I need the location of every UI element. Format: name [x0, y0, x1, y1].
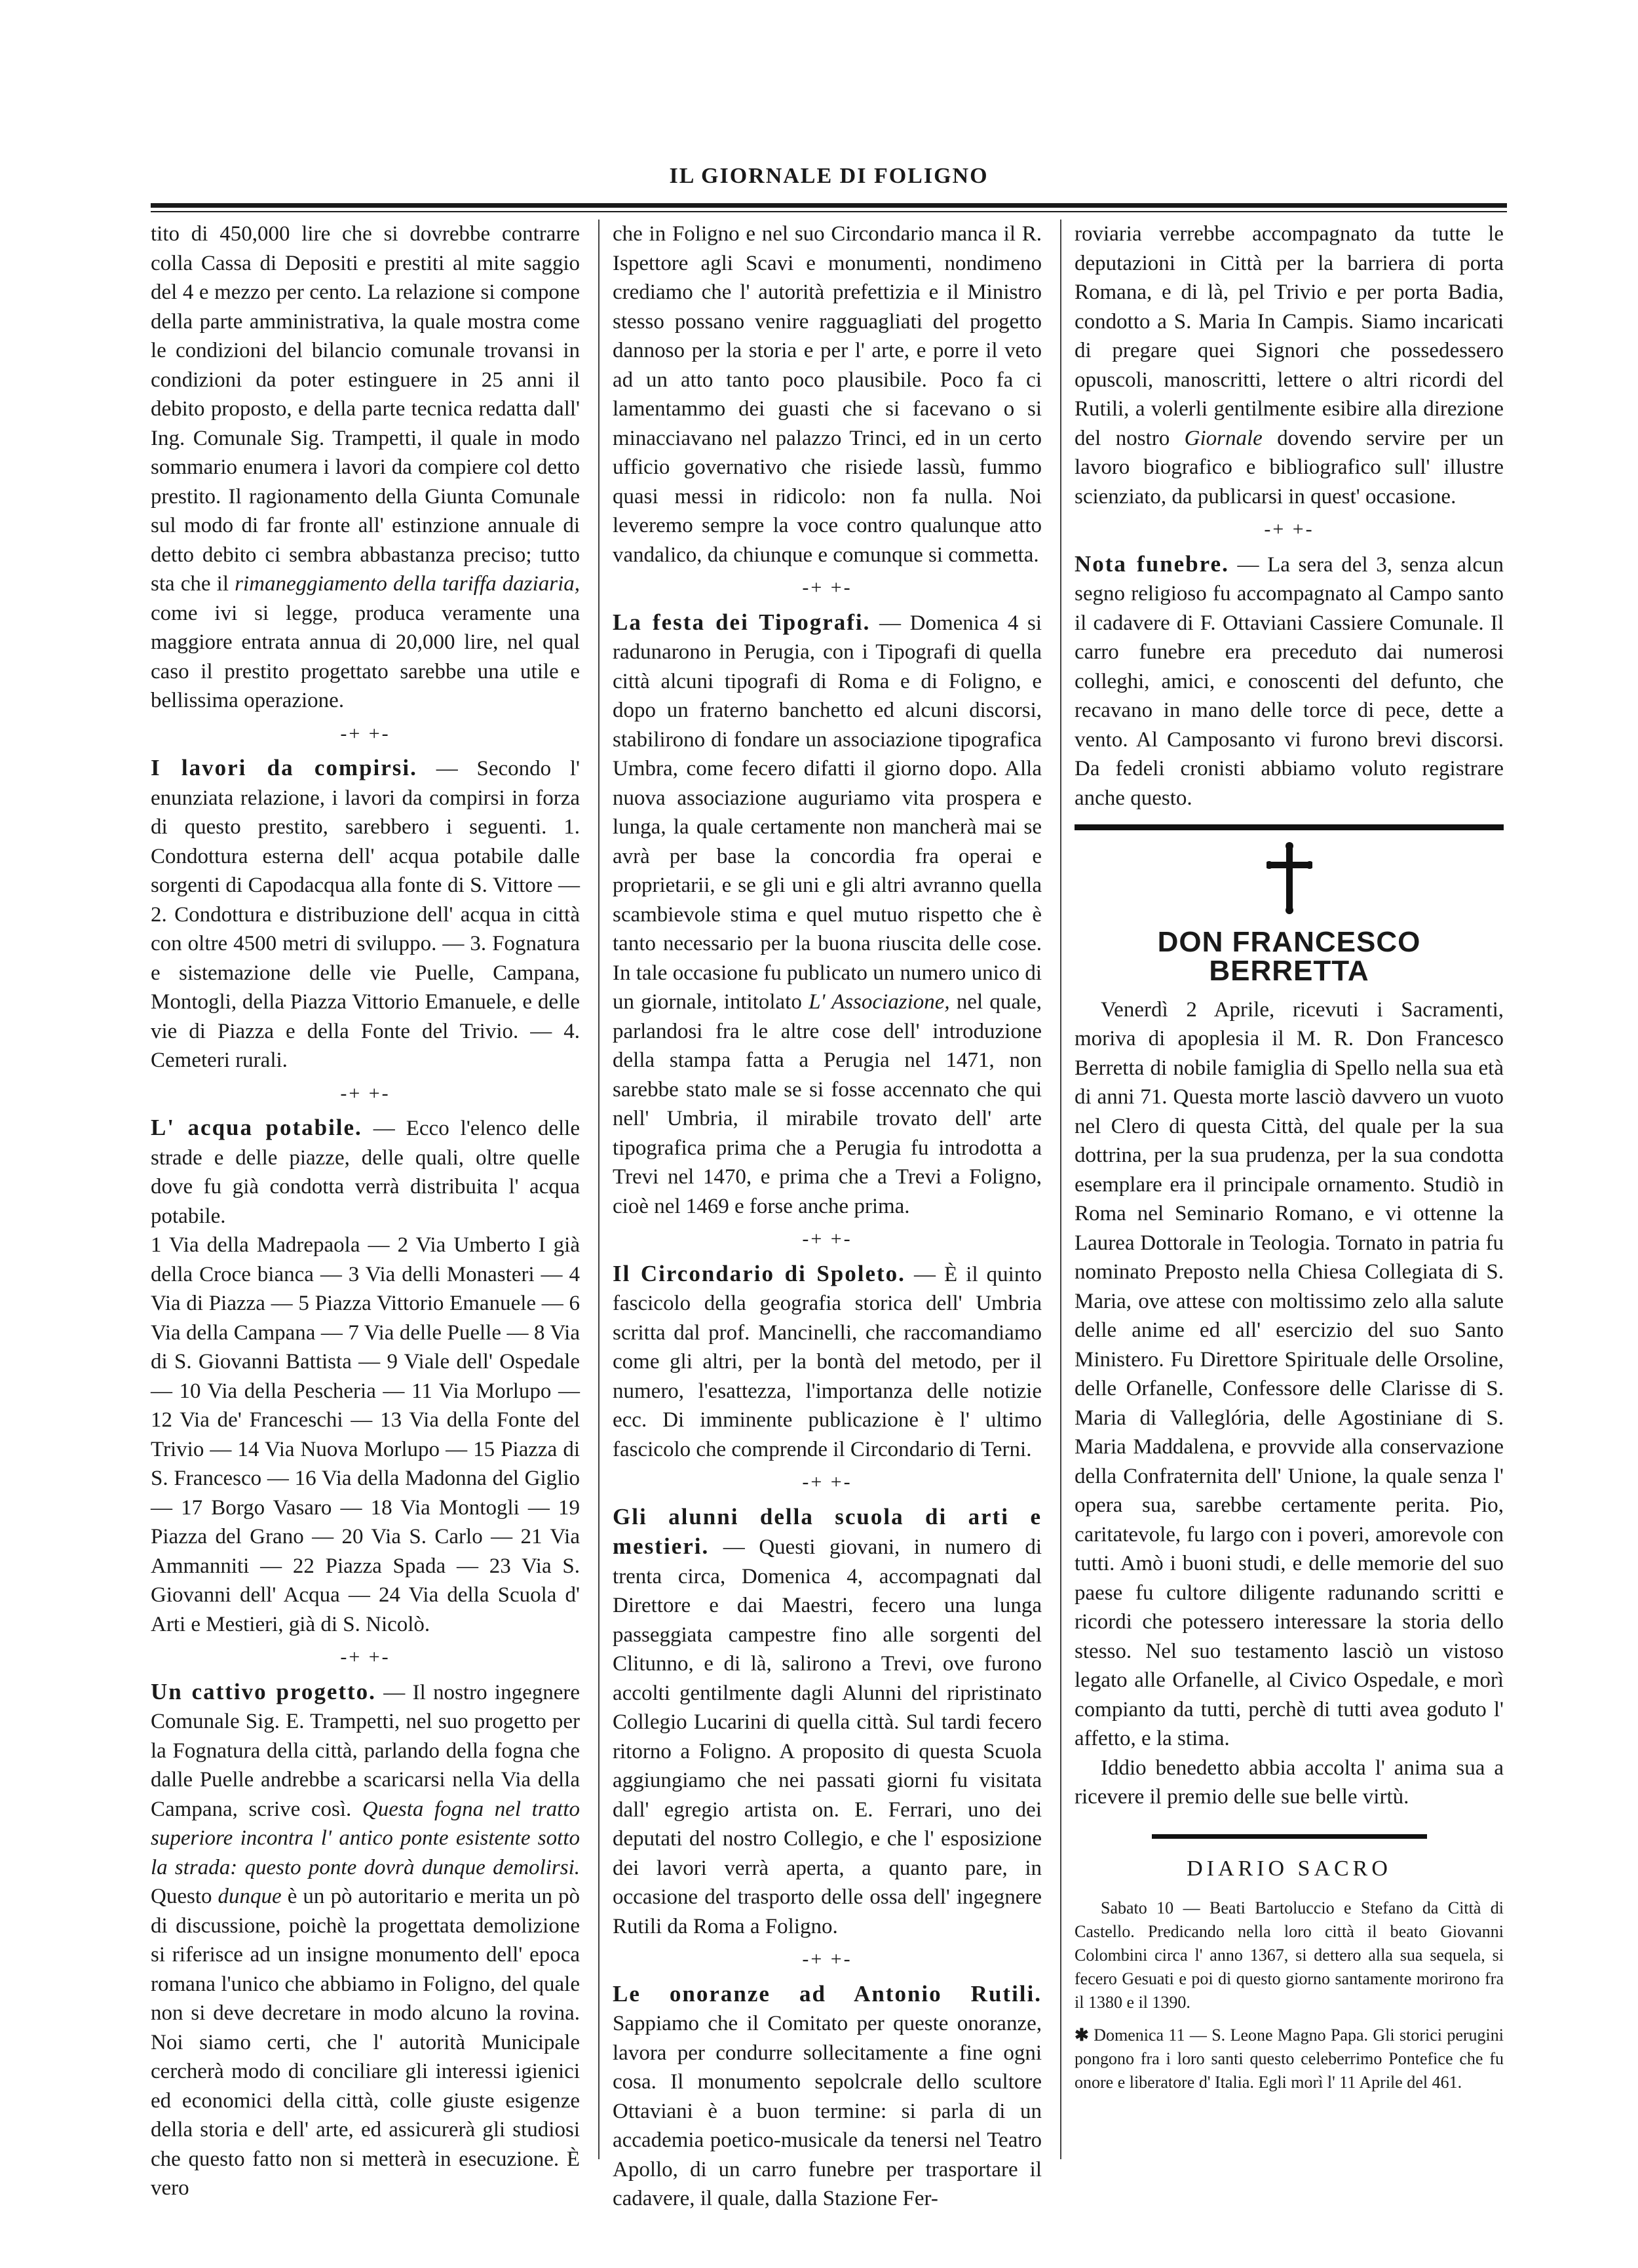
ornament-divider: -+ +- — [340, 1646, 390, 1668]
text: — La sera del 3, senza alcun segno religioso fu accompagnato al Campo santo il cadavere di F. Ottaviani Cassiere Comunale. Il carro funebre era preceduto dai numerosi colleghi, amici, e conoscenti del defunto, che recavano in mano delle torce di pece, dette a vento. Al Camposanto vi furono brevi discorsi. Da fedeli cronisti abbiamo voluto registrare anche questo. — [1075, 552, 1504, 810]
article-lavori — [151, 754, 580, 1075]
column-2 — [613, 220, 1042, 2214]
masthead-rule-thin — [151, 211, 1507, 212]
masthead-rule-thick — [151, 203, 1507, 208]
text: come ivi si legge, produca veramente una maggiore entrata annua di 20,000 lire, nel qual caso il prestito progettato sarebbe una utile e bellissima operazione. — [151, 601, 580, 712]
text: — Secondo l' enunziata relazione, i lavori da compirsi in forza di questo prestito, sarebbero i seguenti. 1. Condottura esterna dell' acqua potabile dalle sorgenti di Capodacqua alla fonte di S. Vittore — 2. Condottura e distribuzione dell' acqua in città con oltre 4500 metri di sviluppo. — 3. Fognatura e sistemazione delle vie Puelle, Campana, Montogli, della Piazza Vittorio Emanuele, e delle vie di Piazza e della Fonte del Trivio. — 4. Cemeteri rurali. — [151, 757, 581, 1072]
italic-text: Giornale — [1184, 426, 1263, 450]
article-paragraph — [1075, 220, 1504, 511]
article-nota-funebre — [1075, 550, 1504, 813]
diario-sacro-heading: DIARIO SACRO — [1187, 1856, 1392, 1881]
obituary-title: DON FRANCESCO BERRETTA — [1157, 925, 1421, 987]
article-acqua — [151, 1113, 580, 1231]
article-paragraph: che in Foligno e nel suo Circondario manca il R. Ispettore agli Scavi e monumenti, nondimeno crediamo che l' autorità prefettizia e il Ministro stesso possano venire ragguagliati del progetto dannoso per la storia e per l' arte, e porre il veto ad un atto tanto poco plausibile. Poco fa ci lamentammo dei guasti che si facevano o si minacciavano nel palazzo Trinci, ed in un certo ufficio governativo che risiede lassù, fummo quasi messi in ridicolo: non fa nulla. Noi leveremo sempre la voce contro qualunque atto vandalico, da chiunque e comunque si commetta. — [613, 222, 1042, 567]
ornament-divider: -+ +- — [1264, 518, 1314, 540]
text: — È il quinto fascicolo della geografia storica dell' Umbria scritta dal prof. Mancinelli, che raccomandiamo come gli altri, per la bontà del metodo, per il numero, l'esattezza, l'importanza delle notizie ecc. Di imminente publicazione è l' ultimo fascicolo che comprende il Circondario di Terni. — [613, 1262, 1042, 1461]
column-divider-2 — [1060, 220, 1061, 2159]
article-progetto — [151, 1678, 580, 2203]
italic-text: dunque — [218, 1885, 282, 1908]
text: — Il nostro ingegnere Comunale Sig. E. Trampetti, nel suo progetto per la Fognatura della città, parlando della fogna che dalle Puelle andrebbe a scaricarsi nella Via della Campana, scrive così. — [151, 1680, 580, 1821]
article-heading: La festa dei Tipografi. — [613, 609, 871, 635]
diario-entry: Sabato 10 — Beati Bartoluccio e Stefano da Città di Castello. Predicando nella loro città il beato Giovanni Colombini circa l' anno 1367, si dettero alla sua sequela, si fecero Gesuati e poi di questo giorno santamente morirono fra il 1380 e il 1390. — [1075, 1898, 1504, 2012]
article-spoleto — [613, 1259, 1042, 1465]
ornament-divider: -+ +- — [802, 1471, 852, 1493]
obituary-closing: Iddio benedetto abbia accolta l' anima sua a ricevere il premio delle sue belle virtù. — [1075, 1756, 1504, 1809]
masthead: IL GIORNALE DI FOLIGNO — [669, 164, 989, 188]
ornament-divider: -+ +- — [802, 1228, 852, 1250]
newspaper-page — [151, 138, 1507, 2210]
text: tito di 450,000 lire che si dovrebbe contrarre colla Cassa di Depositi e prestiti al mite saggio del 4 e mezzo per cento. La relazione si compone della parte amministrativa, la quale mostra come le condizioni del bilancio comunale trovansi in condizioni da poter estinguere in 25 anni il debito proposto, e della parte tecnica redatta dall' Ing. Comunale Sig. Trampetti, il quale in modo sommario enumera i lavori da compiere col detto prestito. Il ragionamento della Giunta Comunale sul modo di far fronte all' estinzione annuale di detto debito ci sembra abbastanza preciso; tutto sta che il — [151, 222, 580, 596]
article-heading: Un cattivo progetto. — [151, 1678, 376, 1704]
text: roviaria verrebbe accompagnato da tutte le deputazioni in Città per la barriera di porta Romana, e di là, pel Trivio e per porta Badia, condotto a S. Maria In Campis. Siamo incaricati di pregare quei Signori che possedessero opuscoli, manoscritti, lettere o altri ricordi del Rutili, a volerli gentilmente esibire alla direzione del nostro — [1075, 222, 1504, 450]
text: Domenica 11 — S. Leone Magno Papa. Gli storici perugini pongono fra i loro santi questo celeberrimo Pontefice che fu onore e liberatore d' Italia. Egli morì l' 11 Aprile del 461. — [1075, 2026, 1504, 2092]
text: — Questi giovani, in numero di trenta circa, Domenica 4, accompagnati dal Direttore e dai Maestri, fecero una lunga passeggiata campestre fino alle sorgenti del Clitunno, e di là, salirono a Trevi, ove furono accolti gentilmente dagli Alunni del ripristinato Collegio Lucarini di quella città. Sul tardi fecero ritorno a Foligno. A proposito di questa Scuola aggiungiamo che nei passati giorni fu visitata dall' egregio artista on. E. Ferrari, uno dei deputati del nostro Collegio, e che l' esposizione dei lavori verrà aperta, a quanto pare, in occasione del trasporto delle ossa dell' ingegnere Rutili da Roma a Foligno. — [613, 1535, 1042, 1938]
text: — Domenica 4 si radunarono in Perugia, con i Tipografi di quella città alcuni tipografi di Roma e di Foligno, e dopo un fraterno banchetto ed alcuni discorsi, stabilirono di fondare un associazione tipografica Umbra, come fecero difatti il giorno dopo. Alla nuova associazione auguriamo vita prospera e lunga, la quale certamente non mancherà mai se avrà per base la concordia fra operai e proprietarii, e se gli uni e gli altri avranno quella scambievole stima e quel mutuo rispetto che è tanto necessario per la buona riuscita delle cose. In tale occasione fu publicato un numero unico di un giornale, intitolato — [613, 611, 1042, 1014]
column-1 — [151, 220, 580, 2203]
text: Sappiamo che il Comitato per queste onoranze, lavora per condurre sollecitamente a fine ogni cosa. Il monumento sepolcrale dello scultore Ottaviani è a buon termine: si parla di un accademia poetico-musicale da tenersi nel Teatro Apollo, di un carro funebre per trasportare il cadavere, il quale, dalla Stazione Fer- — [613, 2012, 1042, 2210]
article-tipografi — [613, 608, 1042, 1221]
article-heading: L' acqua potabile. — [151, 1115, 362, 1140]
text: è un pò autoritario e merita un pò di discussione, poichè la progettata demolizione si riferisce ad un insigne monumento dell' epoca romana l'unico che abbiamo in Foligno, del quale non si deve decretare in modo alcuno la rovina. Noi siamo certi, che l' autorità Municipale cercherà modo di conciliare gli interessi igienici ed economici della città, colle giuste esigenze della storia e dell' arte, ed assicurerà gli studiosi che questo fatto non si metterà in esecuzione. È vero — [151, 1885, 581, 2200]
italic-text: Questa fogna nel tratto superiore incontra l' antico ponte esistente sotto la strada: questo ponte dovrà dunque demolirsi. — [151, 1797, 581, 1879]
cross-icon — [1075, 842, 1504, 923]
obituary-text: Venerdì 2 Aprile, ricevuti i Sacramenti, moriva di apoplesia il M. R. Don Francesco Berretta di nobile famiglia di Spello nella sua età di anni 71. Questa morte lasciò davvero un vuoto nel Clero di questa Città, del quale per la sua dottrina, per la sua prudenza, per la sua condotta esemplare era il principale ornamento. Studiò in Roma nel Seminario Romano, e vi ottenne la Laurea Dottorale in Teologia. Tornato in patria fu nominato Preposto nella Chiesa Collegiata di S. Maria, ove attese con moltissimo zelo alla salute delle anime ed all' esercizio del suo Santo Ministero. Fu Direttore Spirituale delle Orsoline, delle Orfanelle, Confessore delle Clarisse di S. Maria di Valleglória, delle Agostiniane di S. Maria Maddalena, e provvide alla conservazione della Confraternita dell' Unione, la quale senza l' opera sua, sarebbe certamente perita. Pio, caritatevole, fu largo con i poveri, amorevole con tutti. Amò i buoni studi, e delle memorie del suo paese fu cultore diligente radunando scritti e ricordi che potessero interessare la storia dello stesso. Nel suo testamento lasciò un vistoso legato alle Orfanelle, al Civico Ospedale, e morì compianto da tutti, perchè di tutti avea goduto l' affetto, e la stima. — [1075, 997, 1504, 1750]
article-alunni — [613, 1503, 1042, 1942]
article-heading: I lavori da compirsi. — [151, 755, 417, 780]
section-separator — [1152, 1834, 1427, 1839]
article-heading: Il Circondario di Spoleto. — [613, 1260, 905, 1286]
ornament-divider: -+ +- — [802, 1948, 852, 1970]
column-divider-1 — [598, 220, 600, 2159]
text: Questo — [151, 1885, 212, 1908]
text: — Ecco l'elenco delle strade e delle piazze, delle quali, oltre quelle dove fu già condotta verrà distribuita l' acqua potabile. — [151, 1117, 581, 1228]
article-rutili — [613, 1980, 1042, 2214]
ornament-divider: -+ +- — [340, 1082, 390, 1104]
street-list: 1 Via della Madrepaola — 2 Via Umberto I già della Croce bianca — 3 Via delli Monasteri — 4 Via di Piazza — 5 Piazza Vittorio Emanuele — 6 Via della Campana — 7 Via delle Puelle — 8 Via di S. Giovanni Battista — 9 Viale dell' Ospedale — 10 Via della Pescheria — 11 Via Morlupo — 12 Via de' Franceschi — 13 Via della Fonte del Trivio — 14 Via Nuova Morlupo — 15 Piazza di S. Francesco — 16 Via della Madonna del Giglio — 17 Borgo Vasaro — 18 Via Montogli — 19 Piazza del Grano — 20 Via S. Carlo — 21 Via Ammanniti — 22 Piazza Spada — 23 Via S. Giovanni dell' Acqua — 24 Via della Scuola d' Arti e Mestieri, già di S. Nicolò. — [151, 1233, 580, 1636]
column-3 — [1075, 220, 1504, 2094]
italic-text: L' Associazione, — [809, 990, 950, 1014]
ornament-divider: -+ +- — [802, 577, 852, 598]
italic-text: rimaneggiamento della tariffa daziaria, — [235, 572, 580, 596]
article-paragraph — [151, 220, 580, 716]
article-heading: Le onoranze ad Antonio Rutili. — [613, 1980, 1042, 2007]
article-heading: Nota funebre. — [1075, 550, 1229, 577]
article-heading: Gli alunni della scuola di arti e mestieri. — [613, 1503, 1042, 1559]
ornament-divider: -+ +- — [340, 722, 390, 744]
mourning-bar — [1075, 824, 1504, 830]
cross-mark-icon: ✱ — [1075, 2026, 1089, 2045]
diario-entry — [1075, 2024, 1504, 2094]
text: dovendo servire per un lavoro biografico e bibliografico sull' illustre scienziato, da publicarsi in quest' occasione. — [1075, 426, 1504, 509]
text: nel quale, parlandosi fra le altre cose dell' introduzione della stampa fatta a Perugia nel 1471, non sarebbe stato male se si fosse accennato che qui nell' Umbria, il mirabile trovato dell' arte tipografica prima che a Perugia fu introdotta a Trevi nel 1470, e prima che a Trevi a Foligno, cioè nel 1469 e forse anche prima. — [613, 990, 1042, 1218]
